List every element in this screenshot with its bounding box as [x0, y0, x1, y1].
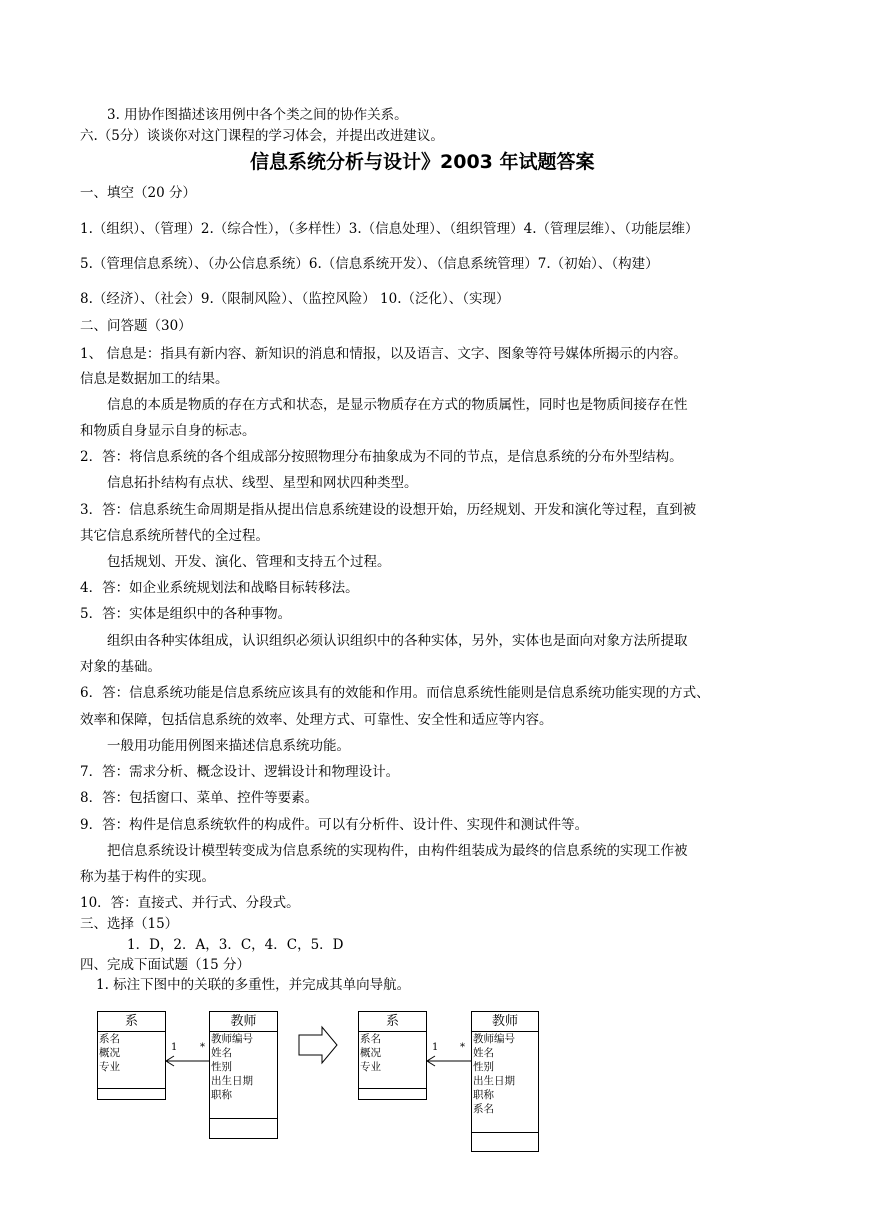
section2-line: 称为基于构件的实现。 [80, 869, 215, 885]
section4-heading: 四、完成下面试题（15 分） [80, 957, 250, 973]
section1-heading: 一、填空（20 分） [80, 185, 196, 201]
association-line-right [427, 1056, 471, 1066]
multiplicity-label: 1 [432, 1042, 439, 1053]
class-attribute: 姓名 [473, 1047, 494, 1059]
class-attribute: 出生日期 [211, 1075, 253, 1087]
section2-line: 6．答：信息系统功能是信息系统应该具有的效能和作用。而信息系统性能则是信息系统功能实现的方式、 [80, 685, 710, 701]
section1-line: 8.（经济）、（社会）9.（限制风险）、（监控风险） 10.（泛化）、（实现） [80, 291, 510, 307]
question-3-line: 3. 用协作图描述该用例中各个类之间的协作关系。 [107, 107, 408, 123]
class-attribute: 专业 [360, 1061, 381, 1073]
association-line-left [166, 1056, 209, 1066]
section2-line: 组织由各种实体组成，认识组织必须认识组织中的各种实体，另外，实体也是面向对象方法所提取 [107, 633, 688, 649]
section2-line: 2．答：将信息系统的各个组成部分按照物理分布抽象成为不同的节点，是信息系统的分布外型结构。 [80, 449, 683, 465]
class-attribute: 系名 [473, 1103, 494, 1115]
class-name: 教师 [210, 1012, 277, 1032]
multiplicity-label: 1 [171, 1042, 178, 1053]
class-attribute: 性别 [211, 1061, 232, 1073]
class-attribute: 专业 [99, 1061, 120, 1073]
section2-line: 7．答：需求分析、概念设计、逻辑设计和物理设计。 [80, 764, 400, 780]
class-attribute: 概况 [99, 1047, 120, 1059]
section2-line: 4．答：如企业系统规划法和战略目标转移法。 [80, 580, 359, 596]
question-6-line: 六.（5分）谈谈你对这门课程的学习体会，并提出改进建议。 [80, 128, 444, 144]
section2-line: 信息拓扑结构有点状、线型、星型和网状四种类型。 [107, 475, 418, 491]
class-name: 系 [98, 1012, 165, 1032]
class-attribute: 性别 [473, 1061, 494, 1073]
section3-answers: 1．D，2．A，3．C，4．C，5．D [127, 937, 344, 953]
class-attribute: 概况 [360, 1047, 381, 1059]
class-attribute: 系名 [99, 1033, 120, 1045]
class-attribute: 职称 [211, 1089, 232, 1101]
class-attribute: 教师编号 [211, 1033, 253, 1045]
section2-heading: 二、问答题（30） [80, 318, 192, 334]
section2-line: 和物质自身显示自身的标志。 [80, 423, 256, 439]
section2-line: 对象的基础。 [80, 659, 161, 675]
class-attribute: 教师编号 [473, 1033, 515, 1045]
section2-line: 包括规划、开发、演化、管理和支持五个过程。 [107, 554, 391, 570]
class-attribute: 出生日期 [473, 1075, 515, 1087]
section1-line: 5.（管理信息系统）、（办公信息系统）6.（信息系统开发）、（信息系统管理）7.（初始）、（构建） [80, 256, 659, 272]
class-attribute: 系名 [360, 1033, 381, 1045]
multiplicity-label: * [460, 1042, 465, 1053]
section2-line: 3．答：信息系统生命周期是指从提出信息系统建设的设想开始，历经规划、开发和演化等过程，直到被 [80, 502, 697, 518]
class-attribute: 姓名 [211, 1047, 232, 1059]
section2-line: 8．答：包括窗口、菜单、控件等要素。 [80, 790, 319, 806]
transition-arrow-icon [299, 1027, 337, 1063]
section2-line: 一般用功能用例图来描述信息系统功能。 [107, 738, 350, 754]
section1-line: 1.（组织）、（管理）2.（综合性），（多样性）3.（信息处理）、（组织管理）4.（管理层维）、（功能层维） [80, 221, 699, 237]
class-name: 系 [359, 1012, 426, 1032]
section2-line: 信息是数据加工的结果。 [80, 371, 229, 387]
section2-line: 5．答：实体是组织中的各种事物。 [80, 606, 292, 622]
section2-line: 1、 信息是：指具有新内容、新知识的消息和情报，以及语言、文字、图象等符号媒体所揭示的内容。 [80, 346, 687, 362]
section2-line: 9．答：构件是信息系统软件的构成件。可以有分析件、设计件、实现件和测试件等。 [80, 817, 589, 833]
section3-heading: 三、选择（15） [80, 916, 179, 932]
multiplicity-label: * [200, 1042, 205, 1053]
section2-line: 信息的本质是物质的存在方式和状态，是显示物质存在方式的物质属性，同时也是物质间接存在性 [107, 397, 688, 413]
page-title: 信息系统分析与设计》2003 年试题答案 [250, 151, 595, 173]
section2-line: 10．答：直接式、并行式、分段式。 [80, 895, 300, 911]
section4-question-1: 1. 标注下图中的关联的多重性，并完成其单向导航。 [96, 977, 411, 993]
class-attribute: 职称 [473, 1089, 494, 1101]
section2-line: 把信息系统设计模型转变成为信息系统的实现构件，由构件组装成为最终的信息系统的实现工作被 [107, 843, 688, 859]
class-name: 教师 [472, 1012, 538, 1032]
section2-line: 其它信息系统所替代的全过程。 [80, 528, 269, 544]
section2-line: 效率和保障，包括信息系统的效率、处理方式、可靠性、安全性和适应等内容。 [80, 712, 553, 728]
